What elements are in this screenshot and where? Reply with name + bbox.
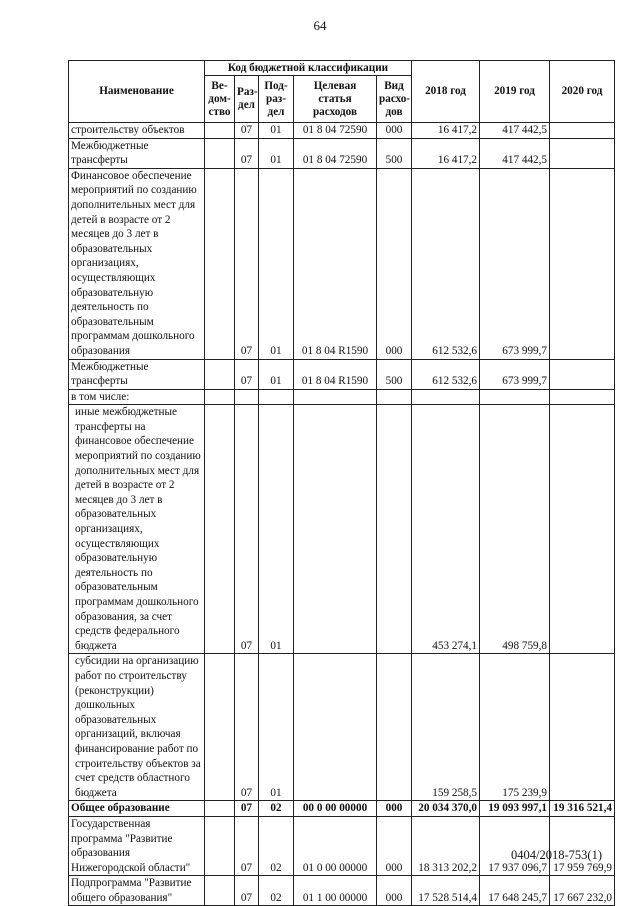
row-vid: 500 (377, 138, 412, 168)
row-ved (205, 359, 235, 389)
row-2018: 16 417,2 (412, 123, 480, 139)
row-podrazdel (259, 389, 294, 405)
row-vid: 000 (377, 816, 412, 875)
row-name: Межбюджетные трансферты (69, 359, 205, 389)
row-razdel: 07 (235, 359, 259, 389)
row-target: 01 1 00 00000 (294, 876, 377, 906)
header-2019: 2019 год (480, 61, 550, 123)
row-ved (205, 138, 235, 168)
header-target: Целевая статья расходов (294, 76, 377, 123)
table-row (69, 389, 615, 405)
row-podrazdel: 01 (259, 123, 294, 139)
row-ved (205, 123, 235, 139)
row-2019: 19 093 997,1 (480, 801, 550, 817)
row-target (294, 405, 377, 654)
row-name: Государственная программа "Развитие образования Нижегородской области" (69, 816, 205, 875)
row-target: 01 8 04 72590 (294, 138, 377, 168)
row-2019: 417 442,5 (480, 123, 550, 139)
row-ved (205, 654, 235, 801)
row-razdel (235, 389, 259, 405)
row-2019: 17 648 245,7 (480, 876, 550, 906)
row-name: Финансовое обеспечение мероприятий по созданию дополнительных мест для детей в возрасте от 2 месяцев до 3 лет в образовательных организациях, осуществляющих образовательную деятельность по образовательным программам дошкольного образования (69, 168, 205, 359)
row-podrazdel: 01 (259, 654, 294, 801)
row-2019: 673 999,7 (480, 168, 550, 359)
row-2019: 417 442,5 (480, 138, 550, 168)
row-2020: 19 316 521,4 (550, 801, 615, 817)
row-2020 (550, 138, 615, 168)
row-podrazdel: 01 (259, 168, 294, 359)
row-2018: 612 532,6 (412, 168, 480, 359)
row-podrazdel: 01 (259, 405, 294, 654)
row-2018: 17 528 514,4 (412, 876, 480, 906)
row-name: в том числе: (69, 389, 205, 405)
row-razdel: 07 (235, 168, 259, 359)
row-ved (205, 816, 235, 875)
row-target: 01 8 04 R1590 (294, 168, 377, 359)
row-name: Межбюджетные трансферты (69, 138, 205, 168)
row-2019: 673 999,7 (480, 359, 550, 389)
row-razdel: 07 (235, 876, 259, 906)
row-razdel: 07 (235, 138, 259, 168)
row-ved (205, 876, 235, 906)
row-target: 01 8 04 R1590 (294, 359, 377, 389)
document-code: 0404/2018-753(1) (511, 848, 602, 862)
row-podrazdel: 01 (259, 138, 294, 168)
row-ved (205, 405, 235, 654)
row-vid (377, 389, 412, 405)
header-2020: 2020 год (550, 61, 615, 123)
row-razdel: 07 (235, 405, 259, 654)
row-2018: 18 313 202,2 (412, 816, 480, 875)
row-name: строительству объектов (69, 123, 205, 139)
row-target: 01 0 00 00000 (294, 816, 377, 875)
row-razdel: 07 (235, 654, 259, 801)
row-podrazdel: 02 (259, 876, 294, 906)
header-vid: Вид расхо-дов (377, 76, 412, 123)
row-2020 (550, 168, 615, 359)
row-vid: 000 (377, 123, 412, 139)
row-2020 (550, 389, 615, 405)
row-vid: 000 (377, 168, 412, 359)
row-ved (205, 168, 235, 359)
row-ved (205, 801, 235, 817)
row-2018 (412, 389, 480, 405)
row-podrazdel: 01 (259, 359, 294, 389)
table-row (69, 168, 615, 359)
row-2018: 453 274,1 (412, 405, 480, 654)
row-2020 (550, 654, 615, 801)
header-ved: Ве-дом-ство (205, 76, 235, 123)
row-target (294, 389, 377, 405)
header-row-1 (69, 61, 615, 76)
header-podrazdel: Под-раз-дел (259, 76, 294, 123)
table-row (69, 654, 615, 801)
row-vid: 000 (377, 876, 412, 906)
row-2018: 159 258,5 (412, 654, 480, 801)
row-2020: 17 667 232,0 (550, 876, 615, 906)
row-2020 (550, 123, 615, 139)
row-razdel: 07 (235, 816, 259, 875)
row-name: иные межбюджетные трансферты на финансовое обеспечение мероприятий по созданию дополнительных мест для детей в возрасте от 2 месяцев до 3 лет в образовательных организациях, осуществляющих образовательную деятельность по образовательным программам дошкольного образования, за счет средств федерального бюджета (69, 405, 205, 654)
row-2019 (480, 389, 550, 405)
row-2020 (550, 405, 615, 654)
row-vid (377, 405, 412, 654)
header-2018: 2018 год (412, 61, 480, 123)
row-target (294, 654, 377, 801)
table-row (69, 876, 615, 906)
row-2018: 20 034 370,0 (412, 801, 480, 817)
table-row (69, 405, 615, 654)
row-2019: 498 759,8 (480, 405, 550, 654)
row-2018: 612 532,6 (412, 359, 480, 389)
row-vid: 500 (377, 359, 412, 389)
header-group: Код бюджетной классификации (205, 61, 412, 76)
row-podrazdel: 02 (259, 801, 294, 817)
row-razdel: 07 (235, 801, 259, 817)
row-podrazdel: 02 (259, 816, 294, 875)
row-ved (205, 389, 235, 405)
table-row (69, 816, 615, 875)
row-razdel: 07 (235, 123, 259, 139)
table-row (69, 123, 615, 139)
row-name: Общее образование (69, 801, 205, 817)
row-name: субсидии на организацию работ по строительству (реконструкции) дошкольных образовательных организаций, включая финансирование работ по строительству объектов за счет средств областного бюджета (69, 654, 205, 801)
table-row (69, 138, 615, 168)
header-razdel: Раз-дел (235, 76, 259, 123)
budget-table (68, 60, 615, 906)
table-row (69, 359, 615, 389)
row-2019: 17 937 096,7 (480, 816, 550, 875)
row-vid: 000 (377, 801, 412, 817)
row-name: Подпрограмма "Развитие общего образования" (69, 876, 205, 906)
page-number: 64 (313, 18, 327, 33)
header-name: Наименование (69, 61, 205, 123)
row-2020 (550, 359, 615, 389)
row-target: 00 0 00 00000 (294, 801, 377, 817)
row-2018: 16 417,2 (412, 138, 480, 168)
table-row (69, 801, 615, 817)
row-target: 01 8 04 72590 (294, 123, 377, 139)
row-2020: 17 959 769,9 (550, 816, 615, 875)
row-vid (377, 654, 412, 801)
row-2019: 175 239,9 (480, 654, 550, 801)
